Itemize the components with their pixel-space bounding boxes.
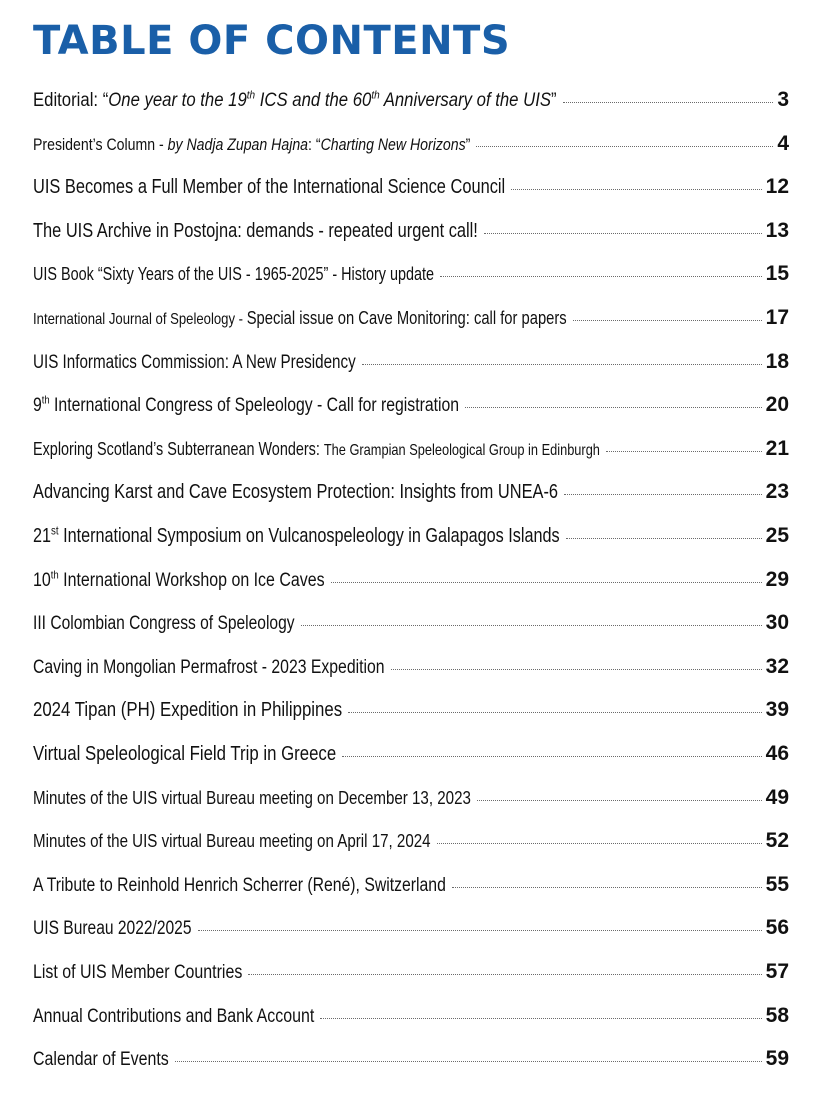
toc-entry[interactable]: [33, 568, 789, 598]
title-segment: Minutes of the UIS virtual Bureau meeting on April 17, 2024: [33, 831, 431, 852]
title-segment: International Congress of Speleology - Call for registration: [49, 395, 460, 417]
ordinal-suffix: st: [51, 523, 59, 538]
title-segment: III Colombian Congress of Speleology: [33, 613, 295, 635]
toc-entry-title: [33, 570, 325, 592]
page-number: 23: [765, 480, 789, 504]
page-number: 52: [765, 829, 789, 853]
dot-leader: [342, 756, 761, 757]
toc-entry-title: [33, 788, 471, 809]
title-segment: Calendar of Events: [33, 1049, 169, 1071]
title-segment: President’s Column -: [33, 134, 168, 154]
title-segment: 2024 Tipan (PH) Expedition in Philippines: [33, 699, 343, 722]
dot-leader: [484, 233, 762, 234]
title-segment: International Workshop on Ice Caves: [58, 569, 325, 591]
dot-leader: [301, 625, 762, 626]
page-number: 21: [765, 436, 789, 460]
ordinal-suffix: th: [50, 569, 59, 582]
toc-entry-title: [33, 481, 558, 504]
page-number: 55: [765, 872, 789, 896]
toc-entry[interactable]: [33, 306, 789, 336]
dot-leader: [175, 1061, 762, 1062]
toc-entry[interactable]: [33, 786, 789, 816]
page-title: TABLE OF CONTENTS: [33, 18, 511, 64]
dot-leader: [362, 364, 762, 365]
ordinal-suffix: th: [41, 394, 50, 407]
page-number: 17: [765, 306, 789, 329]
title-segment: UIS Becomes a Full Member of the International Science Council: [33, 176, 506, 199]
toc-entry-title: [33, 220, 478, 243]
page-number: 39: [765, 698, 789, 722]
page-number: 20: [765, 393, 789, 417]
dot-leader: [564, 494, 762, 495]
toc-entry-title: [33, 264, 434, 285]
ordinal-suffix: th: [246, 89, 256, 102]
title-segment: ICS and the 60: [255, 90, 372, 111]
toc-entry[interactable]: [33, 480, 789, 510]
title-segment: Advancing Karst and Cave Ecosystem Protection: Insights from UNEA-6: [33, 481, 559, 504]
toc-entry[interactable]: [33, 1004, 789, 1034]
title-segment: Minutes of the UIS virtual Bureau meeting on December 13, 2023: [33, 787, 471, 808]
dot-leader: [573, 320, 762, 321]
page-number: 49: [765, 785, 789, 809]
title-segment: by Nadja Zupan Hajna: [167, 134, 309, 154]
toc-entry[interactable]: [33, 916, 789, 946]
toc-entry[interactable]: [33, 829, 789, 859]
dot-leader: [437, 843, 762, 844]
dot-leader: [476, 146, 773, 147]
title-segment: A Tribute to Reinhold Henrich Scherrer (René), Switzerland: [33, 874, 446, 896]
title-segment: 9: [33, 395, 42, 417]
toc-entry-title: [33, 613, 295, 635]
toc-entry-title: [33, 743, 336, 766]
ordinal-suffix: th: [371, 89, 380, 102]
title-segment: ”: [465, 134, 471, 154]
toc-entry[interactable]: [33, 960, 789, 990]
dot-leader: [440, 276, 762, 277]
toc-entry[interactable]: [33, 742, 789, 772]
toc-entry-title: [33, 525, 560, 548]
toc-entry-title: [33, 962, 242, 984]
page-number: 58: [765, 1003, 789, 1027]
toc-entry-title: [33, 875, 446, 897]
page-number: 56: [765, 916, 789, 940]
toc-entry-title: [33, 657, 385, 679]
dot-leader: [452, 887, 762, 888]
page-number: 25: [765, 524, 789, 547]
toc-entry[interactable]: [33, 393, 789, 423]
page-number: 57: [765, 960, 789, 983]
title-segment: Caving in Mongolian Permafrost - 2023 Expedition: [33, 656, 385, 678]
dot-leader: [391, 669, 762, 670]
page-number: 59: [765, 1047, 789, 1071]
toc-entry[interactable]: [33, 655, 789, 685]
dot-leader: [320, 1018, 761, 1019]
title-segment: Special issue on Cave Monitoring: call for papers: [246, 308, 567, 328]
toc-entry-title: [33, 918, 192, 940]
toc-entry-title: [33, 1006, 314, 1028]
toc-entry-title: [33, 439, 600, 460]
toc-entry-title: [33, 176, 505, 199]
title-segment: The UIS Archive in Postojna: demands - repeated urgent call!: [33, 219, 478, 242]
title-segment: One year to the 19: [108, 90, 247, 111]
title-segment: ”: [551, 90, 557, 111]
title-segment: Anniversary of the UIS: [379, 90, 552, 111]
toc-entry[interactable]: [33, 873, 789, 903]
toc-entry[interactable]: [33, 524, 789, 554]
title-segment: UIS Informatics Commission: A New Presidency: [33, 351, 356, 373]
toc-entry[interactable]: [33, 132, 789, 162]
page-number: 30: [765, 611, 789, 635]
dot-leader: [348, 712, 762, 713]
page-number: 15: [765, 262, 789, 286]
toc-entry[interactable]: [33, 1047, 789, 1077]
toc-entry-title: [33, 395, 459, 417]
toc-entry-title: [33, 352, 356, 374]
toc-entry-title: [33, 699, 342, 722]
dot-leader: [511, 189, 761, 190]
title-segment: Exploring Scotland’s Subterranean Wonders:: [33, 438, 324, 459]
toc-entry[interactable]: [33, 350, 789, 380]
page-number: 13: [765, 218, 789, 242]
dot-leader: [563, 102, 774, 103]
title-segment: List of UIS Member Countries: [33, 962, 243, 983]
title-segment: UIS Bureau 2022/2025: [33, 918, 192, 940]
dot-leader: [465, 407, 762, 408]
title-segment: Editorial: “: [33, 90, 109, 111]
page-number: 46: [765, 742, 789, 765]
toc-entry-title: [33, 90, 557, 112]
page-number: 18: [765, 349, 789, 373]
page-number: 12: [765, 175, 789, 199]
dot-leader: [248, 974, 761, 975]
toc-entry-title: [33, 1049, 169, 1071]
title-segment: : “: [308, 134, 321, 154]
title-segment: Virtual Speleological Field Trip in Greece: [33, 743, 337, 765]
title-segment: Annual Contributions and Bank Account: [33, 1005, 315, 1027]
toc-entry-title: [33, 831, 431, 852]
toc-entry[interactable]: [33, 698, 789, 728]
title-segment: UIS Book “Sixty Years of the UIS - 1965-2025” - History update: [33, 264, 434, 285]
toc-entry[interactable]: [33, 437, 789, 467]
title-segment: International Journal of Speleology -: [33, 311, 247, 328]
page-number: 32: [765, 654, 789, 678]
toc-entry-title: [33, 135, 470, 155]
page-number: 29: [765, 567, 789, 591]
title-segment: 21: [33, 525, 52, 547]
dot-leader: [477, 800, 762, 801]
page-number: 3: [777, 88, 789, 111]
title-segment: International Symposium on Vulcanospeleology in Galapagos Islands: [58, 525, 560, 547]
toc-entry[interactable]: [33, 219, 789, 249]
toc-entry[interactable]: [33, 175, 789, 205]
dot-leader: [606, 451, 762, 452]
dot-leader: [331, 582, 762, 583]
toc-entry[interactable]: [33, 88, 789, 118]
title-segment: Charting New Horizons: [320, 134, 466, 154]
title-segment: 10: [33, 569, 51, 591]
toc-entry-title: [33, 308, 567, 329]
page-number: 4: [777, 131, 789, 155]
title-segment: The Grampian Speleological Group in Edinburgh: [323, 441, 600, 459]
toc-entry[interactable]: [33, 262, 789, 292]
toc-entry[interactable]: [33, 611, 789, 641]
dot-leader: [566, 538, 762, 539]
dot-leader: [198, 930, 762, 931]
